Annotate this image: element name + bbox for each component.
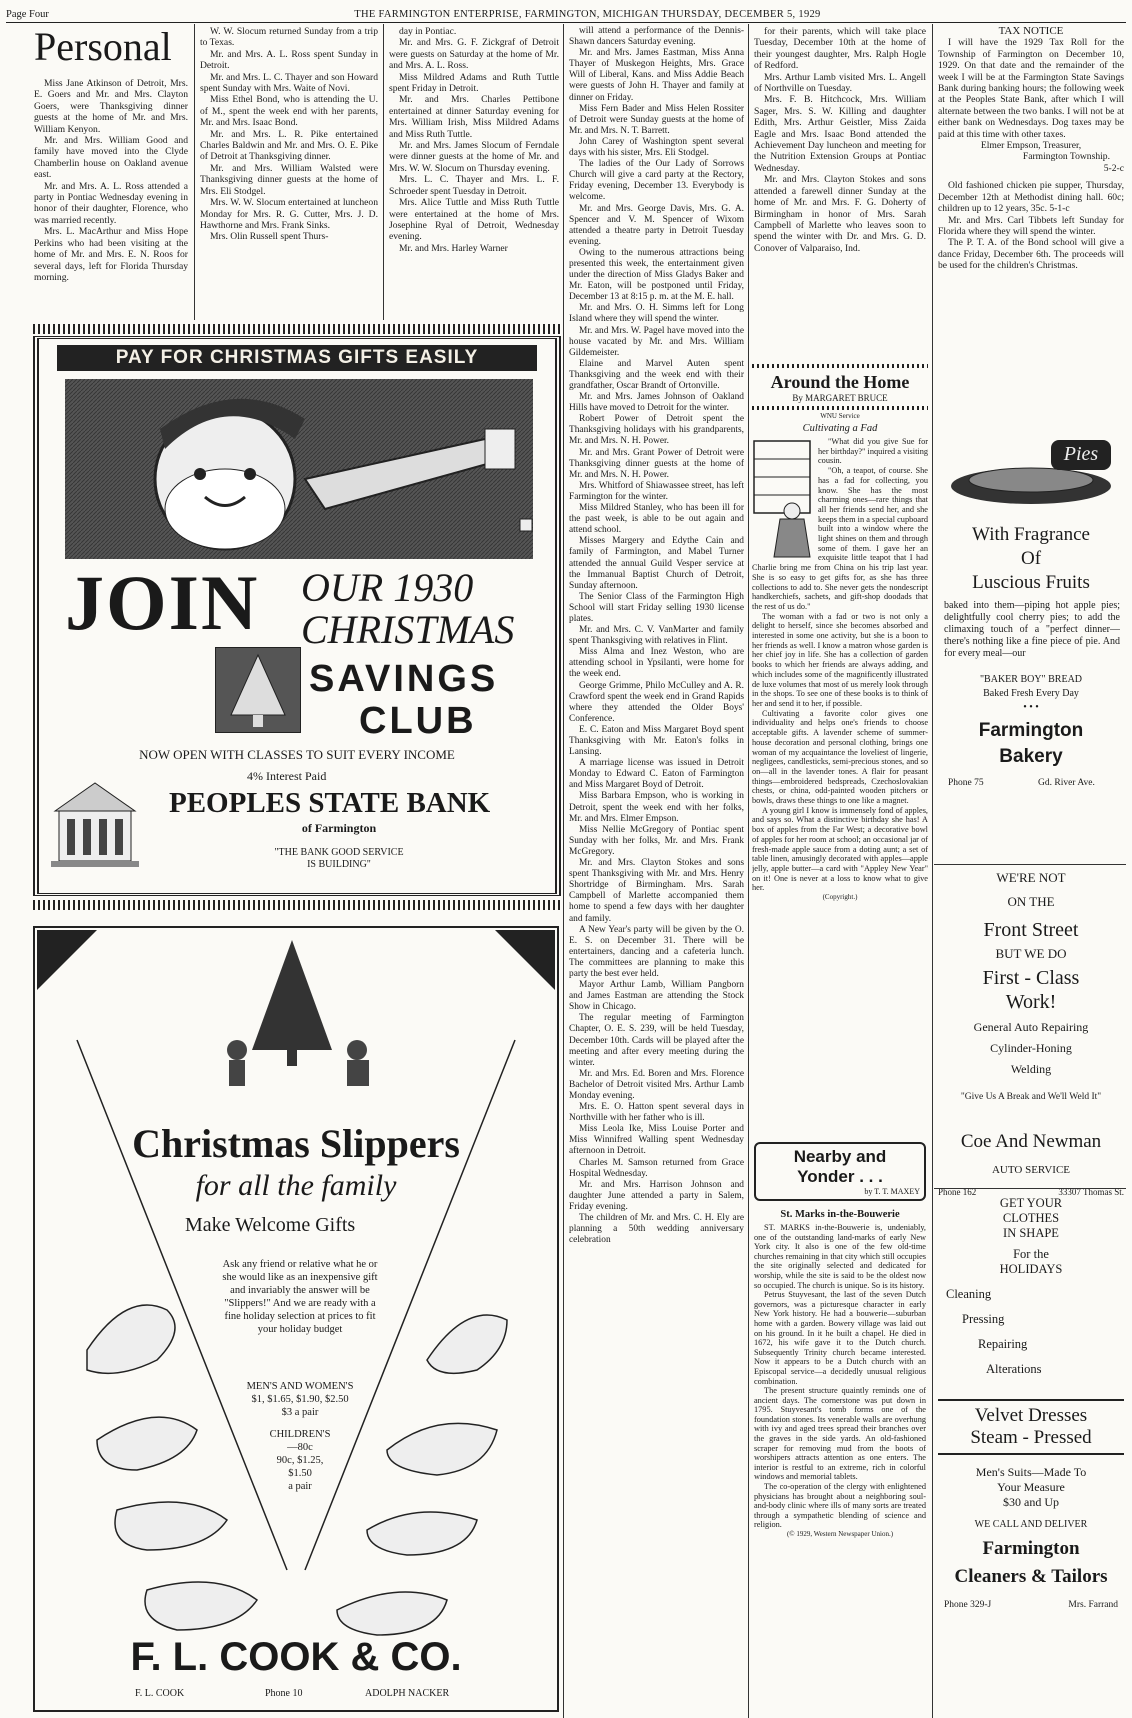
- pies-headline-3: Luscious Fruits: [972, 572, 1090, 593]
- news-item: Mr. and Mrs. James Slocum of Ferndale were dinner guests at the home of Mr. and Mrs. W. W. Slocum on Thursday evening.: [389, 140, 559, 174]
- column-rule: [194, 24, 195, 320]
- garage-service: AUTO SERVICE: [991, 1164, 1071, 1176]
- decorative-border: [33, 900, 561, 910]
- news-item: Mrs. L. C. Thayer and Mrs. L. F. Schroeder spent Tuesday in Detroit.: [389, 174, 559, 197]
- news-item: The Senior Class of the Farmington High School will start Friday selling 1930 license plates.: [569, 591, 744, 624]
- nearby-and-yonder: [754, 1142, 926, 1703]
- cleaners-owner: Mrs. Farrand: [1068, 1600, 1118, 1610]
- article-paragraph: "What did you give Sue for her birthday?" inquired a visiting cousin.: [818, 437, 928, 466]
- news-item: Mr. and Mrs. James Eastman, Miss Anna Thayer of Muskegon Heights, Mrs. Grace Will of Liberal, Kans. and Miss Addie Beach were guests of John H. Thayer and family at dinner on Friday.: [569, 48, 744, 103]
- slippers-advertisement: [33, 926, 559, 1712]
- tax-notice: [938, 26, 1124, 356]
- bakery-name-1: Farmington: [978, 720, 1084, 741]
- garage-line-9: Welding: [1010, 1062, 1052, 1076]
- tax-notice-signature-2: Farmington Township.: [1022, 151, 1110, 163]
- news-item: Miss Fern Bader and Miss Helen Rossiter of Detroit were Sunday guests at the home of Mr. and Mrs. N. T. Barrett.: [569, 103, 744, 136]
- velvet-line-1: Velvet Dresses: [974, 1405, 1088, 1426]
- tax-notice-title: TAX NOTICE: [998, 26, 1064, 37]
- mens-pair: $3 a pair: [281, 1407, 319, 1418]
- page-number: Page Four: [6, 8, 49, 20]
- news-item: Mr. and Mrs. Clayton Stokes and sons spent Thanksgiving with Mr. and Mrs. Henry Shortridge of Birmingham. Mrs. Sarah Campbell of Marlette accompanied them home to spend a few days with her daughter and family.: [569, 858, 744, 924]
- childrens-label: CHILDREN'S: [269, 1429, 331, 1440]
- cleaners-line-7: Pressing: [962, 1312, 1005, 1326]
- news-item: Mayor Arthur Lamb, William Pangborn and James Eastman are attending the Stock Show in Chicago.: [569, 980, 744, 1013]
- news-item: A New Year's party will be given by the O. E. S. on December 31. There will be entertainers, dancing and a cafeteria lunch. The committees are planning to make this party the best ever held.: [569, 924, 744, 979]
- masthead: [6, 6, 1126, 23]
- news-item: Mrs. Alice Tuttle and Miss Ruth Tuttle were entertained at the home of Mrs. Josephine Ryal of Detroit, Wednesday evening.: [389, 197, 559, 243]
- pies-badge: Pies: [1063, 443, 1099, 465]
- news-item: The children of Mr. and Mrs. C. H. Ely are planning a 50th wedding anniversary celebration: [569, 1213, 744, 1246]
- bank-building-icon: [45, 771, 145, 871]
- news-item: Miss Leola Ike, Miss Louise Porter and Miss Winnifred Walling spent Wednesday afternoon in Detroit.: [569, 1124, 744, 1157]
- personal-heading: Personal: [34, 26, 172, 69]
- around-home-byline: By MARGARET BRUCE: [792, 393, 888, 403]
- garage-line-6: Work!: [1005, 991, 1057, 1013]
- bank-name: PEOPLES STATE BANK: [169, 787, 491, 819]
- garage-address: 33307 Thomas St.: [1058, 1187, 1124, 1197]
- garage-advertisement: [938, 870, 1124, 1197]
- cleaners-line-9: Alterations: [986, 1362, 1042, 1376]
- news-item: Mr. and Mrs. Charles Pettibone entertained at dinner Saturday evening for Mrs. William Irish, Miss Mildred Adams and Miss Ruth Tuttle.: [389, 94, 559, 140]
- cleaners-line-5: HOLIDAYS: [999, 1262, 1063, 1276]
- cleaners-contact: [938, 1600, 1124, 1610]
- news-item: Mr. and Mrs. G. F. Zickgraf of Detroit were guests on Saturday at the home of Mr. and Mrs. A. L. Ross.: [389, 37, 559, 72]
- news-item: Mr. and Mrs. Clayton Stokes and sons attended a farewell dinner Sunday at the home of Mr. and Mrs. F. G. Doherty of Birmingham in honor of Mrs. Sarah Campbell of Marlette who leaves soon to spend the winter with Dr. and Mrs. G. D. Conover of Valparaiso, Ind.: [754, 174, 926, 254]
- news-item: Owing to the numerous attractions being presented this week, the entertainment given under the direction of Miss Gladys Baker and Mr. Eaton, will be postponed until Friday, December 13 at 8:15 p. m. at the M. E. hall.: [569, 247, 744, 303]
- velvet-box: [938, 1399, 1124, 1455]
- news-item: Mrs. W. W. Slocum entertained at luncheon Monday for Mrs. R. G. Cutter, Mrs. J. D. Hawthorne and Mrs. Frank Sinks.: [200, 197, 378, 231]
- child-prices: [225, 1428, 375, 1493]
- velvet-line-2: Steam - Pressed: [970, 1427, 1092, 1448]
- child-pair: a pair: [288, 1481, 312, 1492]
- bank-slogan-2: IS BUILDING": [307, 859, 371, 870]
- suits-line-2: Your Measure: [997, 1480, 1065, 1494]
- news-item: Mr. and Mrs. L. R. Pike entertained Charles Baldwin and Mr. and Mrs. O. E. Pike of Detroit at Thanksgiving dinner.: [200, 128, 378, 163]
- mens-womens-label: MEN'S AND WOMEN'S: [246, 1381, 354, 1392]
- news-item: Mrs. Olin Russell spent Thurs-: [210, 231, 329, 243]
- garage-name: Coe And Newman: [960, 1131, 1102, 1152]
- article-paragraph: Cultivating a favorite color gives one individuality and helps one's friends to choose acceptable gifts. A lavender scheme of summer-house decoration and personal clothing, brings one woman of my acquaintance the loveliest of lingerie, negligees, candlesticks, semi-precious stones, and so on—all in the lavender tones. A flair for peasant things—embroidered bedspreads, Czechoslovakian chests, or china, odd-painted wooden pitchers or bowls, draws these things to one like a magnet.: [752, 708, 928, 806]
- news-item: Old fashioned chicken pie supper, Thursday, December 12th at Methodist dining hall. 60c; children up to 12 years, 35c. 5-1-c: [938, 180, 1124, 215]
- garage-line-4: BUT WE DO: [995, 946, 1067, 961]
- garage-slogan: "Give Us A Break and We'll Weld It": [960, 1092, 1102, 1102]
- news-item: Mr. and Mrs. James Johnson of Oakland Hills have moved to Detroit for the winter.: [569, 392, 744, 414]
- pies-headline-2: Of: [1020, 548, 1042, 569]
- pies-headline-1: With Fragrance: [972, 524, 1090, 545]
- nearby-byline: by T. T. MAXEY: [864, 1187, 920, 1196]
- news-item: The P. T. A. of the Bond school will give a dance Friday, December 6th. The proceeds will be used for the children's Christmas.: [938, 237, 1124, 272]
- tax-notice-body: I will have the 1929 Tax Roll for the Township of Farmington on December 10, 1929. On that date and the remainder of the week I will be at the Farmington State Savings Bank during banking hours; the following week at the Peoples State Bank, after which I will alternate between the two banks. I will not be at either bank on Wednesdays. Dog taxes may be paid at this time with other taxes.: [938, 37, 1124, 140]
- news-item: Miss Mildred Stanley, who has been ill for the past week, is able to be out again and attend school.: [569, 503, 744, 536]
- personal-column-1: [34, 26, 188, 320]
- news-item: The regular meeting of Farmington Chapter, O. E. S. 239, will be held Tuesday, December 10th. Cards will be played after the meeting and after every meeting during the winter.: [569, 1013, 744, 1068]
- nearby-title-1: Nearby and: [793, 1147, 887, 1166]
- news-item: day in Pontiac.: [399, 26, 457, 37]
- news-item: A marriage license was issued in Detroit Monday to Edward C. Eaton of Farmington and Miss Margaret Boyd of Detroit.: [569, 758, 744, 791]
- tax-notice-signature-1: Elmer Empson, Treasurer,: [980, 140, 1082, 152]
- tax-notice-code: 5-2-c: [1103, 162, 1124, 174]
- article-paragraph: The present structure quaintly reminds one of ancient days. The cornerstone was put down in 1795. Stuyvesant's tomb forms one of the foundation stones. Its venerable walls are overhung with ivy and aged trees spread their branches over the graves in the side yards. An old-fashioned scraper for removing mud from the boots of worshipers attracts attention as one enters. The interior is restful to an extreme, rich in colorful windows and memorial tablets.: [754, 1386, 926, 1482]
- news-item: Miss Alma and Inez Weston, who are attending school in Ypsilanti, were home for the week end.: [569, 647, 744, 680]
- cleaners-phone: Phone 329-J: [944, 1600, 992, 1610]
- pies-body: baked into them—piping hot apple pies; delightfully cool cherry pies; to add the climaxing touch of a "perfect dinner—there's nothing like a fine piece of pie. And for every meal—our: [944, 600, 1120, 659]
- news-item: Mrs. Whitford of Shiawassee street, has left Farmington for the winter.: [569, 480, 744, 502]
- around-the-home: [752, 364, 928, 977]
- news-item: Mrs. E. O. Hatton spent several days in Northville with her father who is ill.: [569, 1102, 744, 1124]
- ad-divider: [934, 1188, 1126, 1189]
- news-column-5-top: [754, 26, 926, 356]
- news-item: W. W. Slocum returned Sunday from a trip to Texas.: [200, 26, 378, 49]
- news-item: Mr. and Mrs. William Walsted were Thanksgiving dinner guests at the home of Mrs. Eli Stodgel.: [200, 162, 378, 197]
- news-item: Mr. and Mrs. Carl Tibbets left Sunday for Florida where they will spend the winter.: [938, 214, 1124, 237]
- suits-line-1: Men's Suits—Made To: [975, 1465, 1087, 1479]
- garage-line-8: Cylinder-Honing: [990, 1041, 1072, 1055]
- suits-line-3: $30 and Up: [1003, 1495, 1059, 1509]
- cleaners-name-2: Cleaners & Tailors: [954, 1566, 1108, 1587]
- cleaners-line-6: Cleaning: [946, 1287, 992, 1301]
- slippers-body: Ask any friend or relative what he or she would like as an inexpensive gift and invariably the answer will be "Slippers!" And we are ready with a fine holiday selection at prices to fit your holiday budget: [222, 1259, 378, 1335]
- bank-ad-banner: PAY FOR CHRISTMAS GIFTS EASILY: [57, 345, 537, 371]
- news-item: Mr. and Mrs. Harrison Johnson and daughter June attended a party in Salem, Friday evening.: [569, 1179, 744, 1212]
- article-paragraph: Petrus Stuyvesant, the last of the seven Dutch governors, was a picturesque character in early New York history. He had a bouwerie—suburban home with a garden. Bowery village was laid out on his ground. In it he built a chapel. He died in 1672, his wife gave it to the Dutch church. Subsequently Trinity church became interested. Now it appears to be a Dutch church with an Episcopal service—a decidedly unusual religious combination.: [754, 1290, 926, 1386]
- news-item: Robert Power of Detroit spent the Thanksgiving holidays with his grandparents, Mr. and Mrs. N. H. Power.: [569, 414, 744, 447]
- christmas-text: CHRISTMAS: [301, 607, 515, 652]
- garage-line-2: ON THE: [1007, 894, 1055, 909]
- cleaners-name-1: Farmington: [982, 1538, 1080, 1559]
- around-home-subhead: Cultivating a Fad: [802, 423, 878, 434]
- make-welcome-gifts: Make Welcome Gifts: [185, 1214, 356, 1236]
- news-item: Mr. and Mrs. A. L. Ross spent Sunday in Detroit.: [200, 48, 378, 72]
- garage-line-1: WE'RE NOT: [996, 870, 1066, 885]
- separator-dots: • • •: [1023, 702, 1039, 713]
- around-home-body: [752, 437, 928, 977]
- news-item: will attend a performance of the Dennis-Shawn dancers Saturday evening.: [569, 26, 744, 48]
- news-item: Mr. and Mrs. William Good and family have moved into the Clyde Chamberlin house on Oakland avenue east.: [34, 135, 188, 181]
- news-item: Mrs. Arthur Lamb visited Mrs. L. Angell of Northville on Tuesday.: [754, 71, 926, 95]
- news-item: Charles M. Samson returned from Grace Hospital Wednesday.: [569, 1157, 744, 1179]
- savings-text: SAVINGS: [309, 658, 499, 700]
- news-item: Mr. and Mrs. C. V. VanMarter and family spent Thanksgiving with relatives in Flint.: [569, 625, 744, 647]
- news-item: Mrs. L. MacArthur and Miss Hope Perkins who had been visiting at the home of Mr. and Mrs. E. N. Roos for several days, left for Florida Thursday morning.: [34, 226, 188, 283]
- decorative-border: [33, 324, 561, 334]
- cleaners-line-2: CLOTHES: [1002, 1211, 1060, 1225]
- santa-illustration: [65, 379, 533, 559]
- news-item: Elaine and Marvel Auten spent Thanksgiving and the week end with their grandfather, Oscar Brandt of Ortonville.: [569, 358, 744, 391]
- news-item: John Carey of Washington spent several days with his sister, Mrs. Eli Stodgel.: [569, 136, 744, 159]
- news-item: Mr. and Mrs. Grant Power of Detroit were Thanksgiving dinner guests at the home of Mr. and Mrs. N. H. Power.: [569, 447, 744, 480]
- article-paragraph: "Oh, a teapot, of course. She has a fad for collecting, you know. She has the most charming ones—rare things that all her friends send her, and she keeps them in a special cupboard built into a window where the light shines on them and through some of them. I gave her an exquisite little teapot that I had Charlie bring me from China on his trip last year. She is so easy to get gifts for, as she has three collections to add to. She never gets the nondescript handkerchiefs, sachets, and gift-shop doodads that the rest of us do.": [752, 466, 928, 611]
- column-rule: [932, 24, 933, 1718]
- child-price-3: $1.50: [288, 1468, 312, 1479]
- news-item: George Grimme, Philo McCulley and A. R. Crawford spent the week end in Grand Rapids where they attended the Older Boys' Conference.: [569, 680, 744, 724]
- slippers-subtitle: for all the family: [195, 1169, 397, 1202]
- personal-column-3: [389, 26, 559, 320]
- personal-column-2: [200, 26, 378, 320]
- bakery-name-2: Bakery: [999, 746, 1063, 767]
- newspaper-title: THE FARMINGTON ENTERPRISE, FARMINGTON, MICHIGAN THURSDAY, DECEMBER 5, 1929: [354, 8, 821, 20]
- cleaners-line-4: For the: [1013, 1247, 1049, 1261]
- news-item: Miss Jane Atkinson of Detroit, Mrs. E. Goers and Mr. and Mrs. Clayton Goers, were Thanksgiving dinner guests at the home of Mr. and Mrs. William Kenyon.: [34, 78, 188, 135]
- bakery-phone: Phone 75: [948, 778, 984, 788]
- woman-at-cupboard-illustration: [752, 439, 814, 559]
- child-price-1: —80c: [287, 1442, 313, 1453]
- christmas-tree-icon: [215, 647, 301, 733]
- garage-line-5: First - Class: [982, 967, 1080, 989]
- news-item: Mr. and Mrs. A. L. Ross attended a party in Pontiac Wednesday evening in honor of their daughter, Florence, who was married recently.: [34, 180, 188, 226]
- news-item: Mr. and Mrs. O. H. Simms left for Long Island where they will spend the winter.: [569, 303, 744, 325]
- news-item: Mr. and Mrs. Harley Warner: [399, 242, 508, 254]
- nearby-subhead: St. Marks in-the-Bouwerie: [780, 1209, 900, 1220]
- nearby-title-2: Yonder . . .: [797, 1167, 883, 1186]
- bakery-address: Gd. River Ave.: [1038, 778, 1095, 788]
- child-price-2: 90c, $1.25,: [276, 1455, 324, 1466]
- cook-owner: F. L. COOK: [135, 1688, 185, 1699]
- decorative-border: [752, 406, 928, 410]
- around-home-service: WNU Service: [820, 412, 860, 420]
- slippers-title: Christmas Slippers: [132, 1121, 460, 1166]
- mens-prices: $1, $1.65, $1.90, $2.50: [251, 1394, 349, 1405]
- bank-slogan-1: "THE BANK GOOD SERVICE: [274, 847, 404, 858]
- news-item: Miss Mildred Adams and Ruth Tuttle spent Friday in Detroit.: [389, 71, 559, 95]
- club-text: CLUB: [359, 700, 477, 742]
- news-item: for their parents, which will take place Tuesday, December 10th at the home of their youngest daughter, Mrs. Ralph Hogle of Redford.: [754, 26, 926, 72]
- cleaners-line-8: Repairing: [978, 1337, 1028, 1351]
- nearby-body: [754, 1223, 926, 1703]
- article-paragraph: A young girl I know is immensely fond of apples, and says so. What a distinctive birthday she has! A box of apples from the Far West; a decorative bowl of apples for her room at school; an occasional jar of fresh-made apple sauce from a doting aunt; a set of table linen, amusingly decorated with apples—apple jelly, apple butter—a card with "Appley New Year" on it! One is never at a loss to know what to give her.: [752, 805, 928, 893]
- news-item: E. C. Eaton and Miss Margaret Boyd spent Thanksgiving with Mr. Eaton's folks in Lansing.: [569, 724, 744, 758]
- garage-line-3: Front Street: [983, 919, 1079, 941]
- adult-prices: [205, 1380, 395, 1419]
- column-rule: [383, 24, 384, 320]
- cleaners-advertisement: [938, 1196, 1124, 1712]
- article-paragraph: The co-operation of the clergy with enlightened physicians has brought about a neighboring soul-and-body clinic where ills of many sorts are treated through a sympathetic blending of science and religion.: [754, 1482, 926, 1530]
- garage-line-7: General Auto Repairing: [973, 1020, 1089, 1034]
- news-item: The ladies of the Our Lady of Sorrows Church will give a card party at the Rectory, Friday evening, December 13. Everybody is welcome.: [569, 159, 744, 203]
- nearby-header-box: [754, 1142, 926, 1201]
- call-and-deliver: WE CALL AND DELIVER: [974, 1519, 1088, 1530]
- decorative-border: [752, 364, 928, 368]
- cook-phone: Phone 10: [265, 1688, 303, 1699]
- garage-phone: Phone 162: [938, 1187, 977, 1197]
- column-rule: [563, 24, 564, 1718]
- bank-ad-frame: [33, 336, 561, 896]
- our-1930-text: OUR 1930: [301, 565, 474, 610]
- news-item: Mr. and Mrs. Ed. Boren and Mrs. Florence Bachelor of Detroit visited Mrs. Arthur Lamb Monday evening.: [569, 1068, 744, 1101]
- news-item: Miss Barbara Empson, who is working in Detroit, spent the week end with her folks, Mr. and Mrs. Elmer Empson.: [569, 791, 744, 824]
- interest-text: 4% Interest Paid: [247, 769, 327, 783]
- news-item: Miss Nellie McGregory of Pontiac spent Sunday with her folks, Mr. and Mrs. Frank McGregory.: [569, 824, 744, 857]
- news-item: Mrs. F. B. Hitchcock, Mrs. William Sager, Mrs. S. W. Killing and daughter Edith, Mrs. Arthur Geistler, Miss Zaida Eagle and Mrs. Isaac Bond attended the Achievement Day luncheon and meeting for the Nutrition Extension Groups at Pontiac Wednesday.: [754, 94, 926, 174]
- cook-partner: ADOLPH NACKER: [365, 1688, 450, 1699]
- article-paragraph: The woman with a fad or two is not only a delight to herself, since she becomes absorbed and interested in some one activity, but she is a boon to her friends as well. I know a matron whose garden is her chief joy in life. She has a collection of garden books to which her friends are always adding, and which includes some of the magnificently illustrated de luxe volumes that most of us merely look through in the shops. To see one of these books is to think of her and send it to her, if possible.: [752, 611, 928, 708]
- news-item: Mr. and Mrs. W. Pagel have moved into the house vacated by Mr. and Mrs. William Gildemeister.: [569, 325, 744, 358]
- news-item: Mr. and Mrs. L. C. Thayer and son Howard spent Sunday with Mrs. Waite of Novi.: [200, 71, 378, 95]
- baker-boy-bread: "BAKER BOY" BREAD: [979, 674, 1083, 685]
- ad-divider: [934, 864, 1126, 865]
- news-item: Miss Ethel Bond, who is attending the U. of M., spent the week end with her parents, Mr. and Mrs. Isaac Bond.: [200, 94, 378, 129]
- news-item: Mr. and Mrs. George Davis, Mrs. G. A. Spencer and V. M. Spencer of Wixom attended a theatre party in Detroit Tuesday evening.: [569, 203, 744, 247]
- baked-fresh: Baked Fresh Every Day: [983, 688, 1079, 699]
- cleaners-line-1: GET YOUR: [999, 1196, 1063, 1210]
- news-column-4: [569, 26, 744, 1714]
- copyright-note: (Copyright.): [822, 893, 858, 902]
- now-open-text: NOW OPEN WITH CLASSES TO SUIT EVERY INCOME: [139, 747, 455, 762]
- news-item: Misses Margery and Edythe Cain and family of Farmington, and Mabel Turner attended the annual Guild Vesper service at the Immanual Baptist Church of Detroit, Sunday afternoon.: [569, 536, 744, 591]
- cook-store-name: F. L. COOK & CO.: [130, 1635, 462, 1679]
- bank-advertisement: [33, 324, 561, 909]
- article-paragraph: ST. MARKS in-the-Bouwerie is, undeniably, one of the outstanding land-marks of early New York city. It also is one of the few old-time churches remaining in that city which still occupies the site originally selected and dedicated for worship, while the site is said to be the oldest now so occupied. The church is unique. So is its history.: [754, 1223, 926, 1290]
- cleaners-line-3: IN SHAPE: [1003, 1226, 1059, 1240]
- copyright-note: (© 1929, Western Newspaper Union.): [786, 1530, 894, 1538]
- around-home-title: Around the Home: [770, 372, 910, 392]
- bakery-advertisement: [938, 432, 1124, 872]
- bank-location: of Farmington: [301, 821, 377, 835]
- column-rule: [748, 24, 749, 1718]
- join-heading: JOIN: [65, 559, 260, 646]
